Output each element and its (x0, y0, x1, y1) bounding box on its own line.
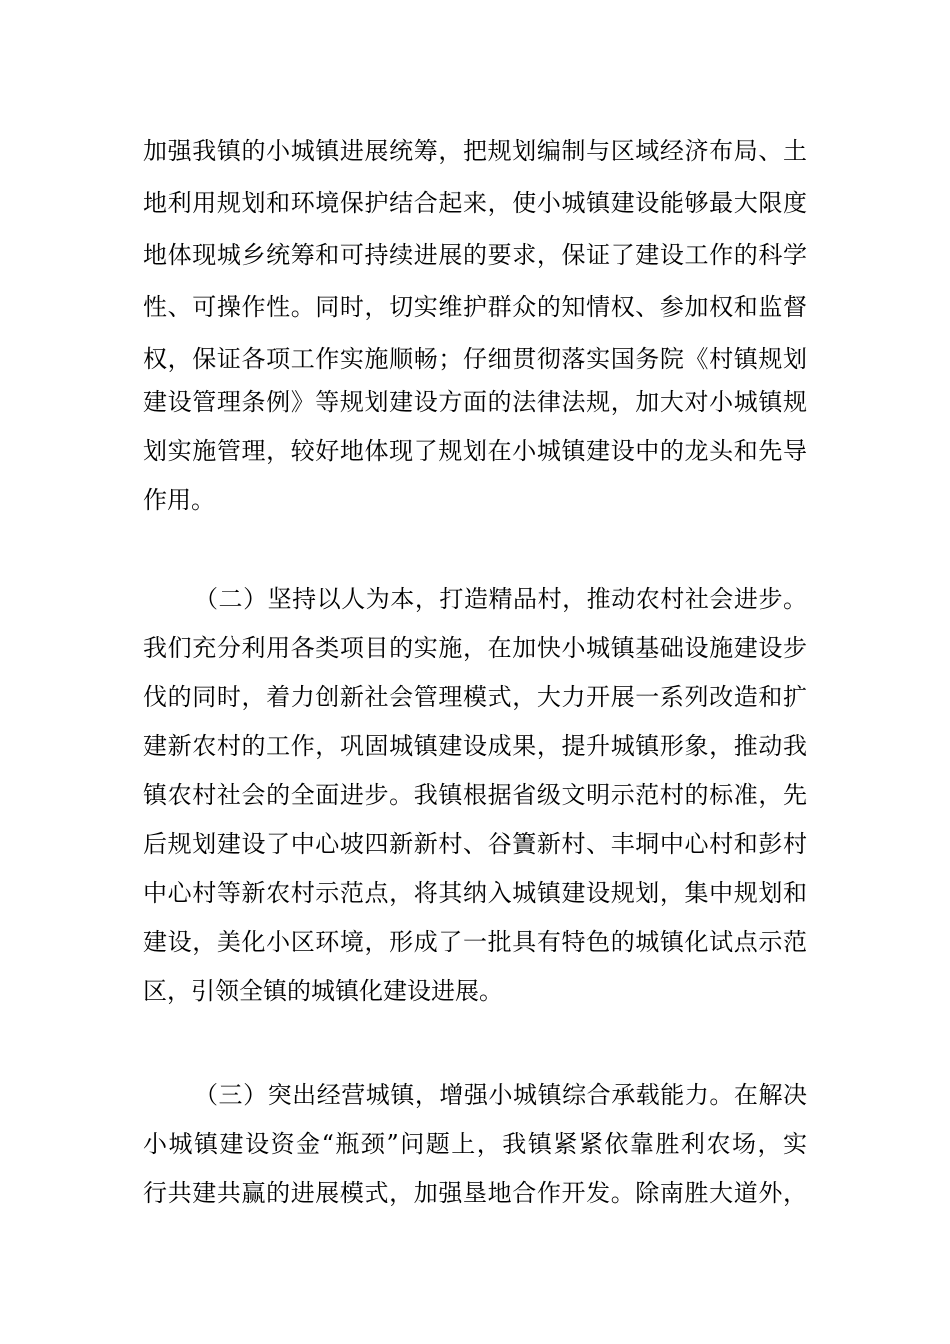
paragraph-3-line-3: 行共建共赢的进展模式，加强垦地合作开发。除南胜大道外， (143, 1179, 807, 1207)
paragraph-1-line-2: 地利用规划和环境保护结合起来，使小城镇建设能够最大限度 (143, 189, 807, 217)
paragraph-2-line-3: 伐的同时，着力创新社会管理模式，大力开展一系列改造和扩 (143, 683, 807, 711)
paragraph-1-line-6: 建设管理条例》等规划建设方面的法律法规，加大对小城镇规 (143, 388, 807, 416)
paragraph-2-line-7: 中心村等新农村示范点，将其纳入城镇建设规划，集中规划和 (143, 879, 807, 907)
paragraph-1-line-4: 性、可操作性。同时，切实维护群众的知情权、参加权和监督 (143, 293, 807, 321)
paragraph-1-line-5: 权，保证各项工作实施顺畅；仔细贯彻落实国务院《村镇规划 (143, 345, 807, 373)
paragraph-2-line-2: 我们充分利用各类项目的实施，在加快小城镇基础设施建设步 (143, 634, 807, 662)
paragraph-1-line-8: 作用。 (143, 486, 215, 514)
paragraph-1-line-1: 加强我镇的小城镇进展统筹，把规划编制与区域经济布局、土 (143, 137, 807, 165)
paragraph-3-line-2: 小城镇建设资金“瓶颈”问题上，我镇紧紧依靠胜利农场，实 (143, 1130, 807, 1158)
paragraph-2-line-5: 镇农村社会的全面进步。我镇根据省级文明示范村的标准，先 (143, 781, 807, 809)
paragraph-2-line-4: 建新农村的工作，巩固城镇建设成果，提升城镇形象，推动我 (143, 732, 807, 760)
paragraph-2-line-6: 后规划建设了中心坡四新新村、谷簀新村、丰垌中心村和彭村 (143, 830, 807, 858)
paragraph-2-line-8: 建设，美化小区环境，形成了一批具有特色的城镇化试点示范 (143, 928, 807, 956)
paragraph-2-line-9: 区，引领全镇的城镇化建设进展。 (143, 977, 503, 1005)
paragraph-1-line-3: 地体现城乡统筹和可持续进展的要求，保证了建设工作的科学 (143, 241, 807, 269)
paragraph-3-line-1: （三）突出经营城镇，增强小城镇综合承载能力。在解决 (194, 1081, 807, 1109)
paragraph-2-line-1: （二）坚持以人为本，打造精品村，推动农村社会进步。 (194, 585, 807, 613)
paragraph-1-line-7: 划实施管理，较好地体现了规划在小城镇建设中的龙头和先导 (143, 437, 807, 465)
